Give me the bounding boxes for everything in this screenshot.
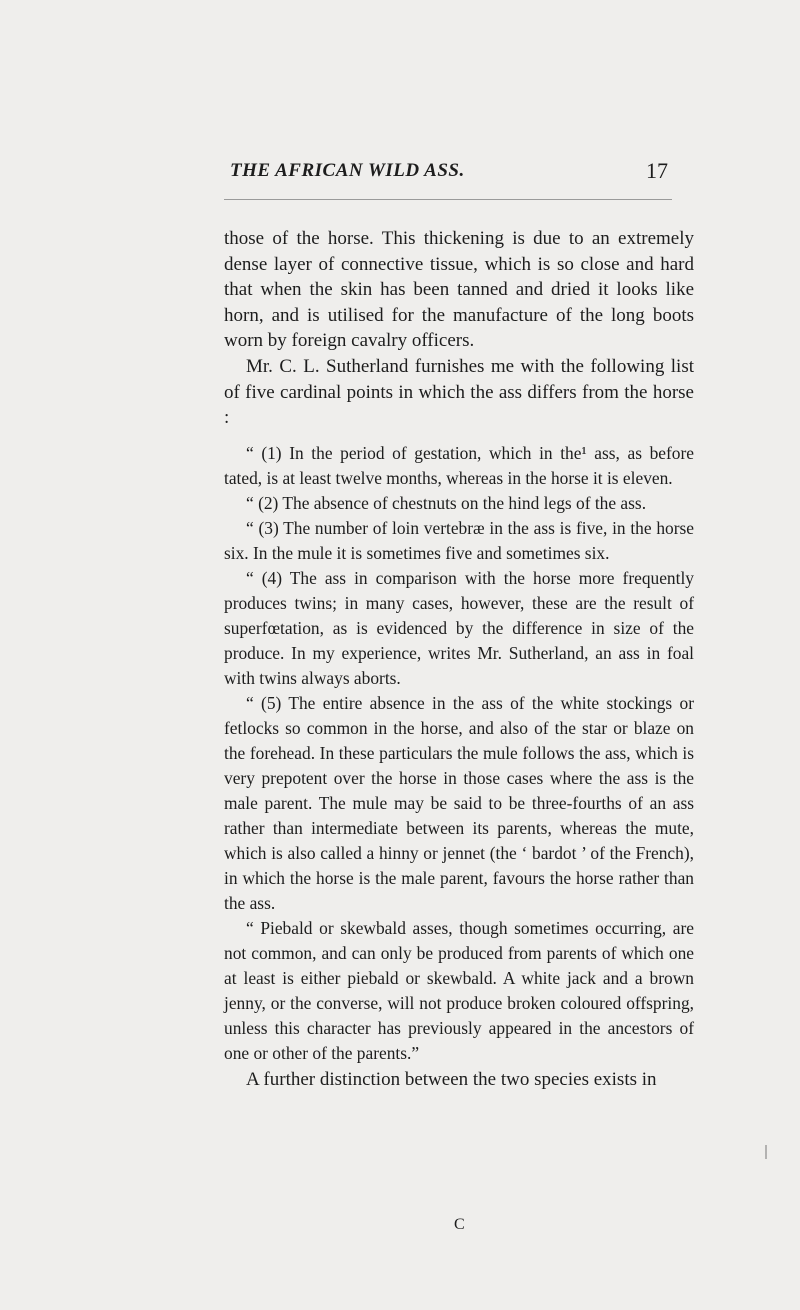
paragraph-introduction: Mr. C. L. Sutherland furnishes me with the following list of five cardinal points in which the ass differs from the horse : — [224, 355, 694, 429]
paragraph-continuation: those of the horse. This thickening is due to an extremely dense layer of connective tissue, which is so close and hard that when the skin has been tanned and dried it looks like horn, and is utilised for the manufacture of the long boots worn by foreign cavalry officers. — [224, 228, 694, 352]
page-number: 17 — [646, 158, 668, 183]
quote-point-1: “ (1) In the period of gestation, which in the¹ ass, as before tated, is at least twelve months, whereas in the horse it is eleven. — [224, 442, 694, 488]
quote-point-5: “ (5) The entire absence in the ass of the white stockings or fetlocks so common in the horse, and also of the star or blaze on the forehead. In these particulars the mule follows the ass, which is very prepotent over the horse in those cases where the ass is the male parent. The mule may be said to be three-fourths of an ass rather than intermediate between its parents, whereas the mute, which is also called a hinny or jennet (the ‘ bardot ’ of the French), in which the horse is the male parent, favours the horse rather than the ass. — [224, 692, 694, 913]
quoted-list — [224, 441, 694, 1066]
scan-speck — [765, 1145, 767, 1159]
paragraph-final: A further distinction between the two species exists in — [246, 1068, 657, 1090]
quote-point-3: “ (3) The number of loin vertebræ in the ass is five, in the horse six. In the mule it is sometimes five and sometimes six. — [224, 517, 694, 563]
body-text — [224, 226, 694, 1093]
header-rule — [224, 199, 672, 200]
signature-mark: C — [454, 1216, 465, 1233]
quote-piebald-note: “ Piebald or skewbald asses, though sometimes occurring, are not common, and can only be produced from parents of which one at least is either piebald or skewbald. A white jack and a brown jenny, or the converse, will not produce broken coloured offspring, unless this character has previously appeared in the ancestors of one or other of the parents.” — [224, 917, 694, 1063]
quote-point-2: “ (2) The absence of chestnuts on the hind legs of the ass. — [246, 492, 647, 513]
quote-point-4: “ (4) The ass in comparison with the horse more frequently produces twins; in many cases, however, these are the result of superfœtation, as is evidenced by the difference in size of the produce. In my experience, writes Mr. Sutherland, an ass in foal with twins always aborts. — [224, 567, 694, 688]
running-head: THE AFRICAN WILD ASS. — [230, 160, 465, 181]
